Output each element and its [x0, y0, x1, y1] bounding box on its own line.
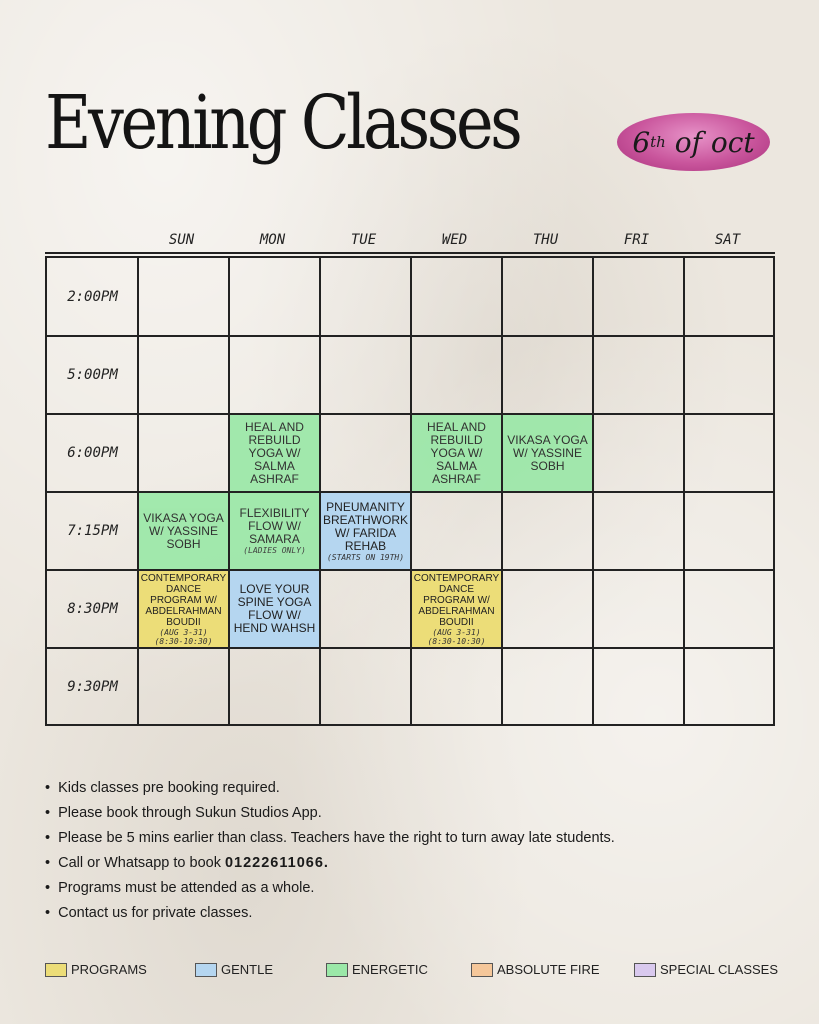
time-label: 9:30PM — [67, 679, 118, 695]
note-item: • Kids classes pre booking required. — [45, 780, 280, 796]
legend-swatch — [195, 963, 217, 977]
class-mon-715[interactable] — [229, 492, 320, 570]
legend-programs — [45, 962, 147, 977]
time-label: 5:00PM — [67, 367, 118, 383]
class-note-dates: (AUG 3-31) — [432, 627, 481, 637]
day-tue: TUE — [350, 232, 377, 248]
class-name: PNEUMANITY BREATHWORK W/ FARIDA REHAB — [322, 499, 409, 553]
note-item: • Please be 5 mins earlier than class. Teachers have the right to turn away late students. — [45, 830, 615, 846]
legend-special-classes — [634, 962, 778, 977]
note-text: Programs must be attended as a whole. — [58, 880, 315, 896]
class-name: CONTEMPORARY DANCE PROGRAM W/ ABDELRAHMAN BOUDII — [140, 572, 227, 628]
legend-label: ABSOLUTE FIRE — [497, 962, 600, 977]
note-text: Please book through Sukun Studios App. — [58, 805, 322, 821]
legend-label: PROGRAMS — [71, 962, 147, 977]
date-day: 6 — [632, 125, 651, 159]
call-text: Call or Whatsapp to book — [58, 855, 225, 871]
date-rest: of oct — [674, 125, 755, 159]
class-mon-600[interactable] — [229, 414, 320, 492]
date-suffix: th — [650, 133, 666, 151]
class-name: LOVE YOUR SPINE YOGA FLOW W/ HEND WAHSH — [233, 582, 316, 635]
legend-gentle — [195, 962, 273, 977]
legend-swatch — [326, 963, 348, 977]
grid-divider — [47, 413, 773, 415]
day-fri: FRI — [623, 232, 650, 248]
legend-swatch — [471, 963, 493, 977]
note-text: Contact us for private classes. — [58, 905, 253, 921]
legend-swatch — [45, 963, 67, 977]
class-name: FLEXIBILITY FLOW W/ SAMARA — [239, 506, 310, 546]
class-name: VIKASA YOGA W/ YASSINE SOBH — [507, 432, 588, 473]
page-title: Evening Classes — [45, 80, 520, 166]
note-item: • Contact us for private classes. — [45, 905, 253, 921]
class-sun-715[interactable] — [138, 492, 229, 570]
class-name: HEAL AND REBUILD YOGA W/ SALMA ASHRAF — [427, 419, 486, 486]
date-badge — [617, 113, 770, 171]
class-note: (STARTS ON 19TH) — [326, 552, 405, 562]
time-label: 8:30PM — [67, 601, 118, 617]
time-label: 2:00PM — [67, 289, 118, 305]
legend-label: SPECIAL CLASSES — [660, 962, 779, 977]
class-wed-830[interactable] — [411, 570, 502, 648]
day-sun: SUN — [168, 232, 195, 248]
legend-label: GENTLE — [221, 962, 274, 977]
day-sat: SAT — [714, 232, 741, 248]
grid-divider — [47, 647, 773, 649]
class-name: HEAL AND REBUILD YOGA W/ SALMA ASHRAF — [245, 419, 304, 486]
legend-swatch — [634, 963, 656, 977]
time-label: 6:00PM — [67, 445, 118, 461]
note-item: • Programs must be attended as a whole. — [45, 880, 315, 896]
class-thu-600[interactable] — [502, 414, 593, 492]
note-text: Please be 5 mins earlier than class. Teachers have the right to turn away late students. — [58, 830, 615, 846]
class-note-time: (8:30-10:30) — [427, 636, 486, 646]
schedule-grid — [45, 256, 775, 726]
class-note-dates: (AUG 3-31) — [159, 627, 208, 637]
day-header-row — [45, 232, 775, 254]
time-label: 7:15PM — [67, 523, 118, 539]
legend-label: ENERGETIC — [352, 962, 428, 977]
note-text: Kids classes pre booking required. — [58, 780, 280, 796]
legend-absolute-fire — [471, 962, 600, 977]
notes-list — [45, 776, 785, 926]
day-mon: MON — [259, 232, 286, 248]
note-item: • Please book through Sukun Studios App. — [45, 805, 322, 821]
grid-divider — [47, 569, 773, 571]
legend — [45, 962, 785, 982]
class-name: CONTEMPORARY DANCE PROGRAM W/ ABDELRAHMAN BOUDII — [413, 572, 500, 628]
class-name: VIKASA YOGA W/ YASSINE SOBH — [143, 510, 224, 551]
phone-number[interactable]: 01222611066. — [224, 855, 329, 871]
grid-divider — [47, 491, 773, 493]
day-thu: THU — [532, 232, 559, 248]
legend-energetic — [326, 962, 428, 977]
class-note-time: (8:30-10:30) — [154, 636, 213, 646]
grid-divider — [47, 335, 773, 337]
class-wed-600[interactable] — [411, 414, 502, 492]
class-tue-715[interactable] — [320, 492, 411, 570]
day-wed: WED — [441, 232, 468, 248]
class-note: (LADIES ONLY) — [243, 546, 306, 555]
class-sun-830[interactable] — [138, 570, 229, 648]
class-mon-830[interactable] — [229, 570, 320, 648]
note-item-call: • Call or Whatsapp to book 01222611066. — [45, 855, 329, 871]
